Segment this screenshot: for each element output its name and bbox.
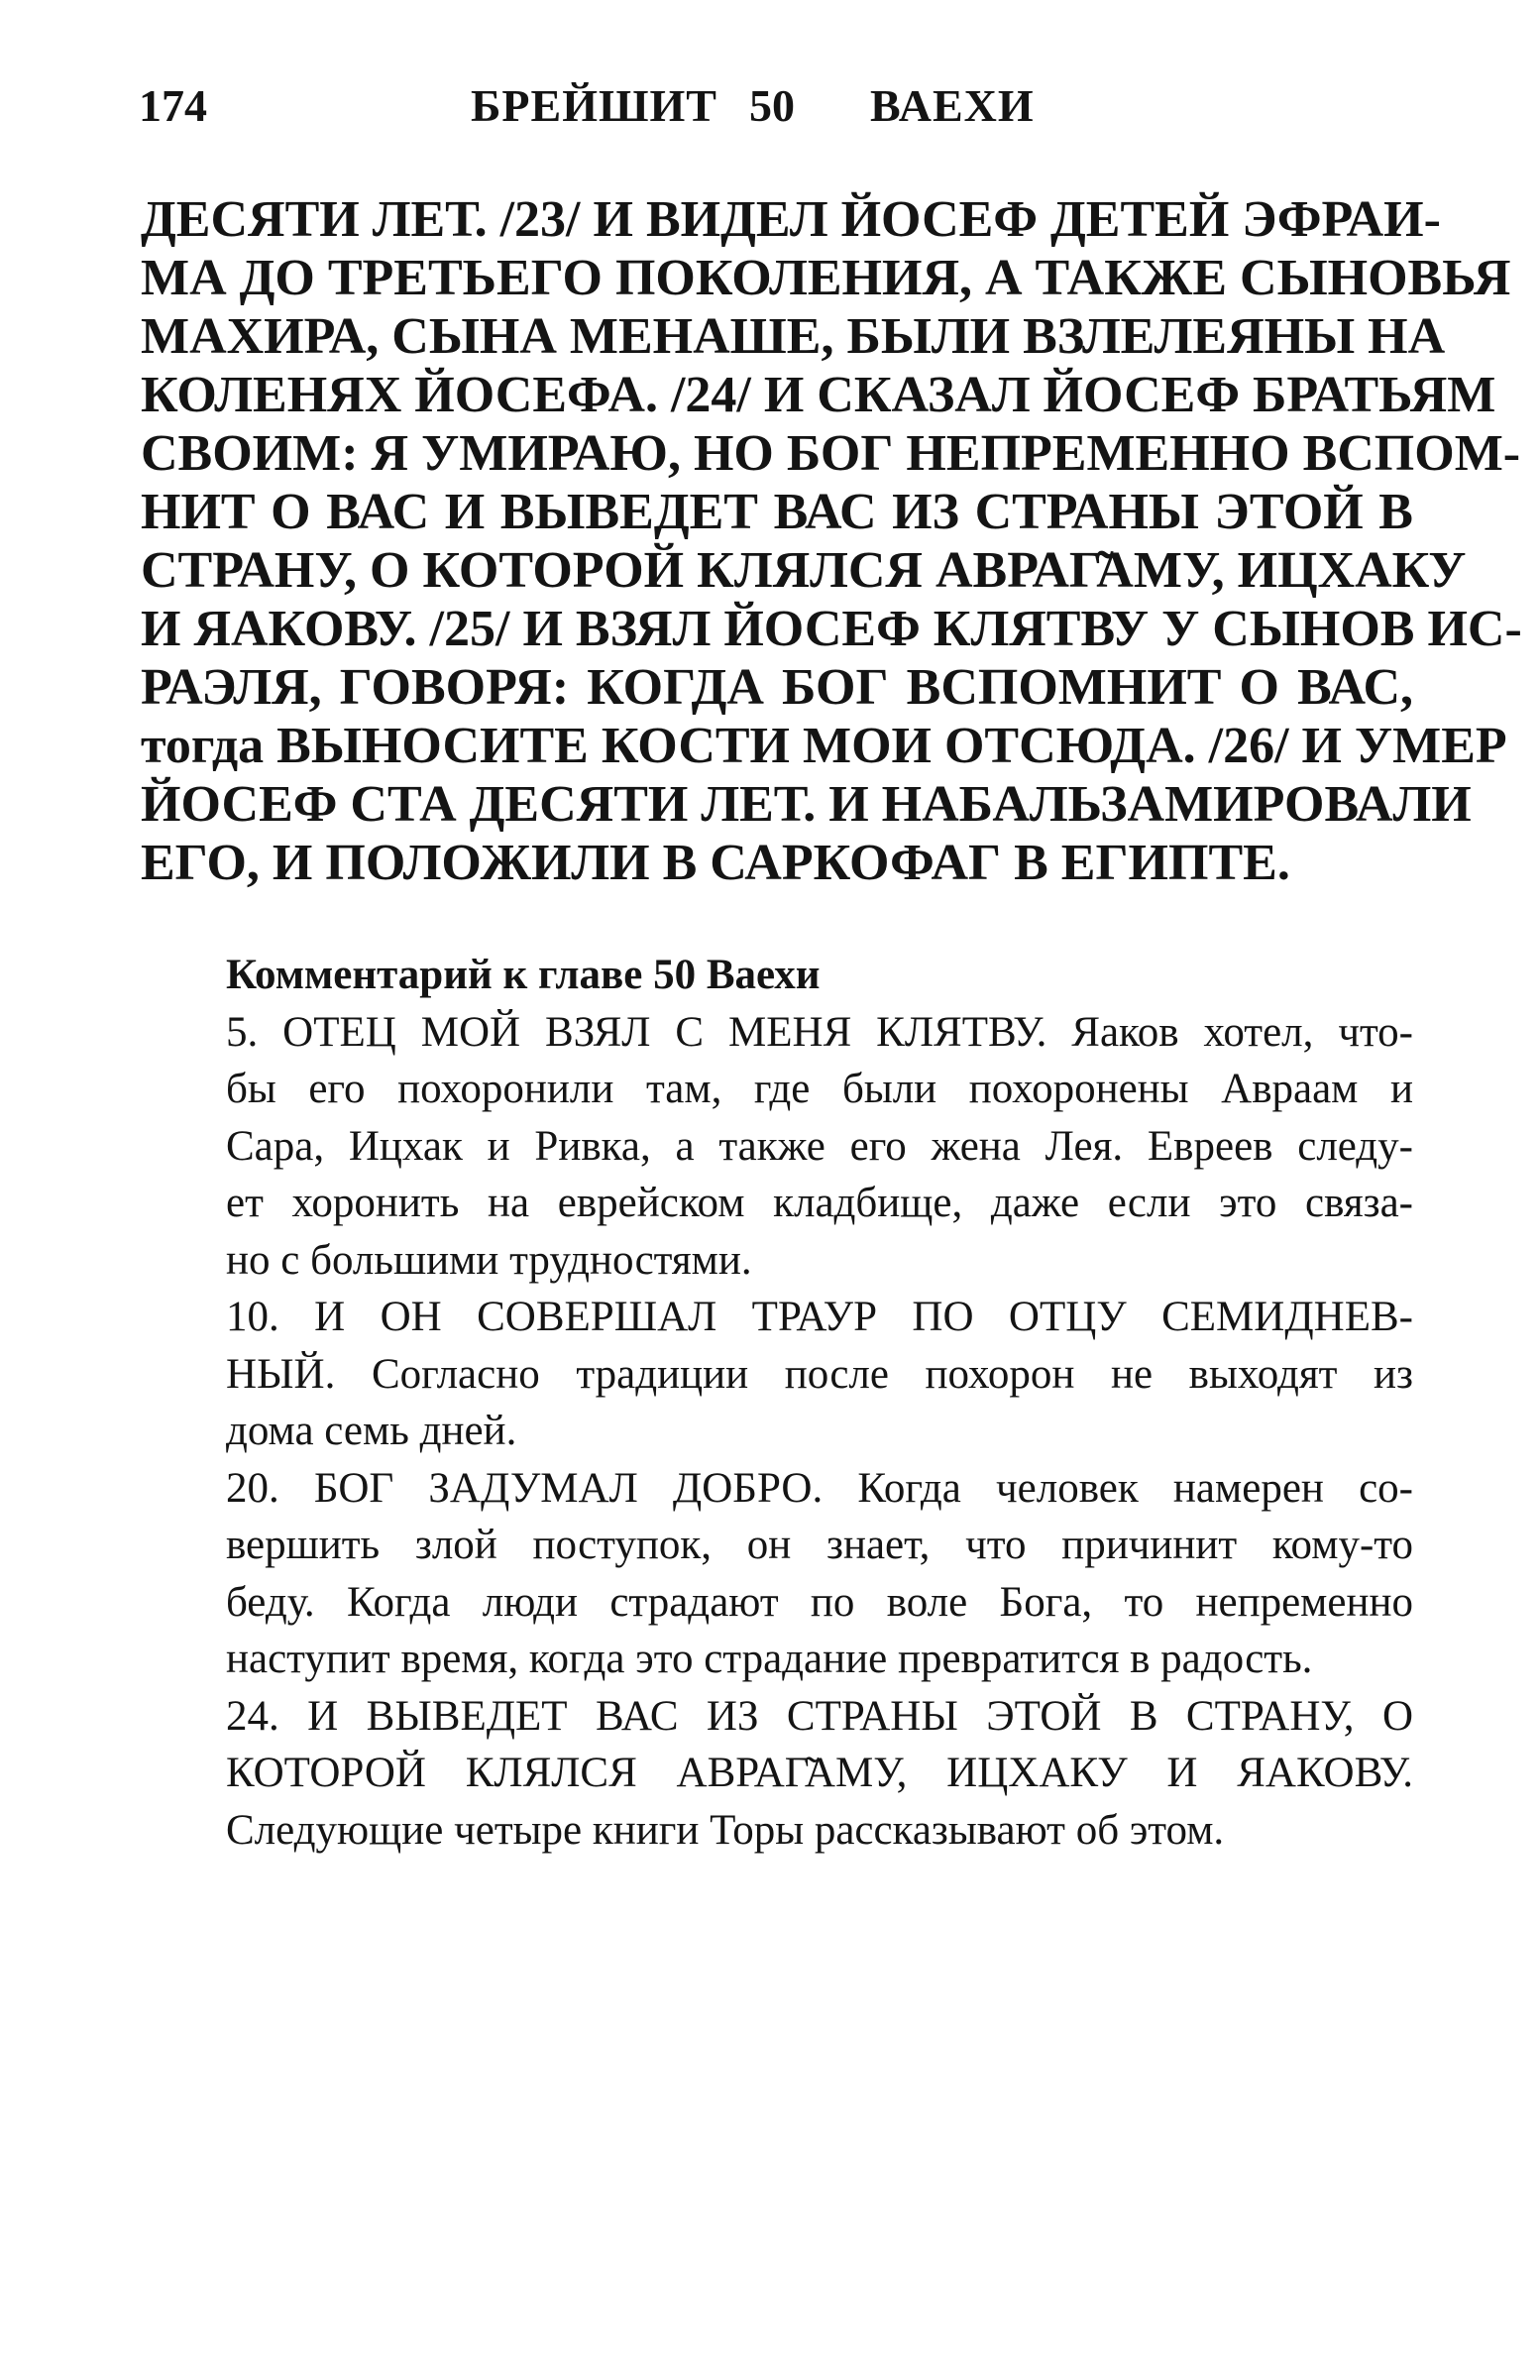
commentary-line: 10. И ОН СОВЕРШАЛ ТРАУР ПО ОТЦУ СЕМИДНЕВ- bbox=[226, 1294, 1413, 1340]
commentary-line: НЫЙ. Согласно традиции после похорон не выходят из bbox=[226, 1350, 1413, 1398]
commentary-line: Следующие четыре книги Торы рассказывают об этом. bbox=[226, 1806, 1225, 1854]
commentary-line: бы его похоронили там, где были похоронены Авраам и bbox=[226, 1066, 1413, 1112]
chapter-number: 50 bbox=[749, 80, 795, 131]
commentary-line: 5. ОТЕЦ МОЙ ВЗЯЛ С МЕНЯ КЛЯТВУ. Яаков хотел, что- bbox=[226, 1008, 1413, 1056]
commentary-entry bbox=[226, 1004, 1413, 1290]
scripture-line: тогда ВЫНОСИТЕ КОСТИ МОИ ОТСЮДА. /26/ И УМЕР bbox=[141, 718, 1507, 774]
scripture-text bbox=[141, 190, 1522, 892]
scripture-line: ДЕСЯТИ ЛЕТ. /23/ И ВИДЕЛ ЙОСЕФ ДЕТЕЙ ЭФРАИ- bbox=[141, 191, 1441, 248]
scripture-line: ЙОСЕФ СТА ДЕСЯТИ ЛЕТ. И НАБАЛЬЗАМИРОВАЛИ bbox=[141, 776, 1472, 833]
commentary-title: Комментарий к главе 50 Ваехи bbox=[226, 952, 821, 998]
scripture-line: РАЭЛЯ, ГОВОРЯ: КОГДА БОГ ВСПОМНИТ О ВАС, bbox=[141, 659, 1413, 716]
commentary-line: Сара, Ицхак и Ривка, а также его жена Лея. Евреев следу- bbox=[226, 1122, 1413, 1170]
running-header bbox=[139, 71, 1407, 141]
scripture-line: СТРАНУ, О КОТОРОЙ КЛЯЛСЯ АВРАГ̃АМУ, ИЦХАКУ bbox=[141, 542, 1467, 599]
scripture-line: НИТ О ВАС И ВЫВЕДЕТ ВАС ИЗ СТРАНЫ ЭТОЙ В bbox=[141, 484, 1413, 540]
commentary-section bbox=[226, 947, 1413, 1859]
commentary-line: беду. Когда люди страдают по воле Бога, то непременно bbox=[226, 1578, 1413, 1626]
scripture-line: МА ДО ТРЕТЬЕГО ПОКОЛЕНИЯ, А ТАКЖЕ СЫНОВЬЯ bbox=[141, 250, 1511, 306]
commentary-line: 24. И ВЫВЕДЕТ ВАС ИЗ СТРАНЫ ЭТОЙ В СТРАНУ, О bbox=[226, 1692, 1413, 1740]
scripture-line: ЕГО, И ПОЛОЖИЛИ В САРКОФАГ В ЕГИПТЕ. bbox=[141, 835, 1290, 891]
book-title: БРЕЙШИТ bbox=[471, 80, 717, 131]
commentary-line: ет хоронить на еврейском кладбище, даже если это связа- bbox=[226, 1180, 1413, 1226]
commentary-entry bbox=[226, 1289, 1413, 1460]
scripture-line: КОЛЕНЯХ ЙОСЕФА. /24/ И СКАЗАЛ ЙОСЕФ БРАТЬЯМ bbox=[141, 367, 1496, 423]
commentary-line: но с большими трудностями. bbox=[226, 1236, 752, 1284]
commentary-entry bbox=[226, 1460, 1413, 1688]
scripture-line: СВОИМ: Я УМИРАЮ, НО БОГ НЕПРЕМЕННО ВСПОМ- bbox=[141, 425, 1521, 482]
commentary-line: 20. БОГ ЗАДУМАЛ ДОБРО. Когда человек намерен со- bbox=[226, 1464, 1413, 1512]
commentary-entry bbox=[226, 1688, 1413, 1860]
commentary-line: КОТОРОЙ КЛЯЛСЯ АВРАГ̃АМУ, ИЦХАКУ И ЯАКОВУ. bbox=[226, 1750, 1413, 1796]
commentary-line: дома семь дней. bbox=[226, 1408, 517, 1454]
page-number: 174 bbox=[139, 80, 207, 131]
portion-title: ВАЕХИ bbox=[870, 80, 1035, 131]
commentary-line: вершить злой поступок, он знает, что причинит кому-то bbox=[226, 1522, 1413, 1568]
scripture-line: МАХИРА, СЫНА МЕНАШЕ, БЫЛИ ВЗЛЕЛЕЯНЫ НА bbox=[141, 308, 1446, 365]
scripture-line: И ЯАКОВУ. /25/ И ВЗЯЛ ЙОСЕФ КЛЯТВУ У СЫНОВ ИС- bbox=[141, 601, 1522, 657]
commentary-line: наступит время, когда это страдание превратится в радость. bbox=[226, 1636, 1313, 1682]
